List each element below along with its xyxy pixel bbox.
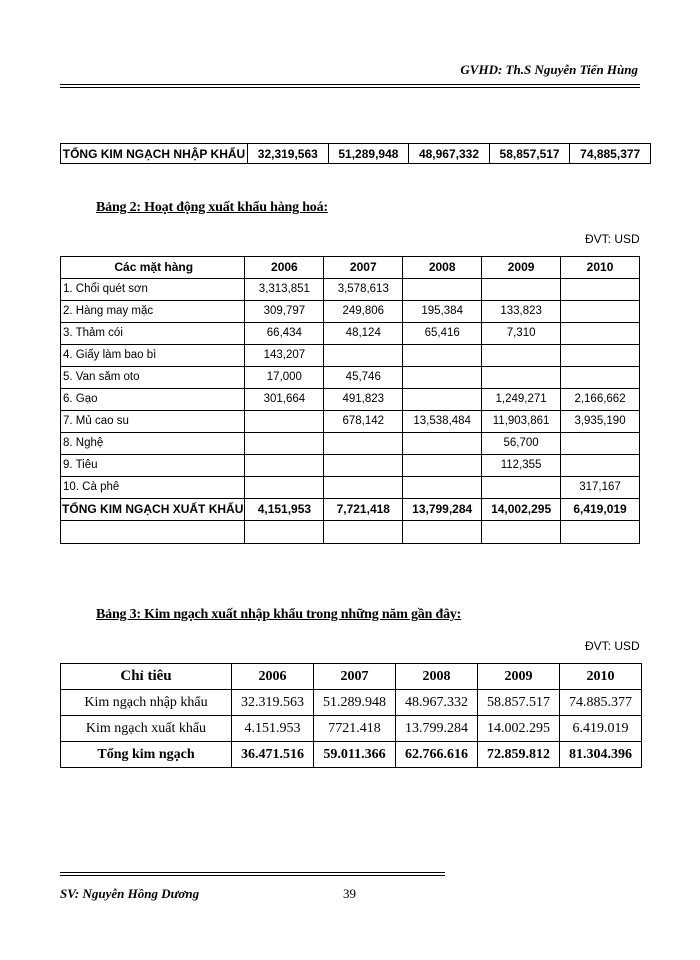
table-cell: 301,664 bbox=[245, 389, 324, 411]
table-cell: 143,207 bbox=[245, 345, 324, 367]
table-cell: Kim ngạch xuất khẩu bbox=[61, 716, 232, 742]
table-row bbox=[61, 455, 640, 477]
table-cell: 7,310 bbox=[482, 323, 561, 345]
table-row bbox=[61, 389, 640, 411]
table-row bbox=[61, 411, 640, 433]
header-rule-thin bbox=[60, 87, 640, 88]
table-cell bbox=[245, 455, 324, 477]
table-cell bbox=[482, 279, 561, 301]
table-cell: 3. Thảm cói bbox=[61, 323, 245, 345]
table-cell: 249,806 bbox=[324, 301, 403, 323]
table-cell: Kim ngạch nhập khẩu bbox=[61, 690, 232, 716]
table-cell: 14.002.295 bbox=[478, 716, 560, 742]
table-cell: 3,578,613 bbox=[324, 279, 403, 301]
table-cell: 10. Cà phê bbox=[61, 477, 245, 499]
footer-rule-thin bbox=[60, 875, 445, 876]
table-cell bbox=[61, 521, 245, 544]
table-cell: 7,721,418 bbox=[324, 499, 403, 521]
table-header-row bbox=[61, 257, 640, 279]
column-header: 2007 bbox=[324, 257, 403, 279]
table-cell bbox=[561, 455, 640, 477]
table-cell: 195,384 bbox=[403, 301, 482, 323]
table-cell: 112,355 bbox=[482, 455, 561, 477]
table-cell bbox=[245, 477, 324, 499]
table-cell: 9. Tiêu bbox=[61, 455, 245, 477]
header-rule bbox=[60, 84, 640, 85]
table-cell bbox=[403, 279, 482, 301]
table-cell bbox=[324, 455, 403, 477]
table-cell: 13,799,284 bbox=[403, 499, 482, 521]
export-goods-table bbox=[60, 256, 640, 544]
student-footer: SV: Nguyễn Hồng Dương bbox=[60, 886, 200, 901]
table-cell: 317,167 bbox=[561, 477, 640, 499]
table-cell: 6,419,019 bbox=[561, 499, 640, 521]
column-header: Các mặt hàng bbox=[61, 257, 245, 279]
table-cell bbox=[482, 521, 561, 544]
import-total-2006: 32,319,563 bbox=[248, 144, 329, 164]
table-cell: 59.011.366 bbox=[314, 742, 396, 768]
table-cell: 133,823 bbox=[482, 301, 561, 323]
table-cell: 7721.418 bbox=[314, 716, 396, 742]
table-cell: 72.859.812 bbox=[478, 742, 560, 768]
import-total-label: TỔNG KIM NGẠCH NHẬP KHẨU bbox=[61, 144, 248, 164]
trade-turnover-table bbox=[60, 663, 642, 768]
column-header: 2008 bbox=[403, 257, 482, 279]
table-cell bbox=[561, 323, 640, 345]
table-cell: 2. Hàng may mặc bbox=[61, 301, 245, 323]
table-cell bbox=[482, 367, 561, 389]
export-total-row bbox=[61, 499, 640, 521]
table-cell bbox=[482, 477, 561, 499]
table-cell: 13,538,484 bbox=[403, 411, 482, 433]
table-cell: 17,000 bbox=[245, 367, 324, 389]
column-header: 2009 bbox=[482, 257, 561, 279]
column-header: Chỉ tiêu bbox=[61, 664, 232, 690]
page-number: 39 bbox=[343, 886, 356, 901]
table-header-row bbox=[61, 664, 642, 690]
advisor-header: GVHD: Th.S Nguyễn Tiến Hùng bbox=[460, 62, 638, 77]
table-row bbox=[61, 477, 640, 499]
import-total-table bbox=[60, 143, 651, 164]
table-cell bbox=[245, 521, 324, 544]
table-cell: 62.766.616 bbox=[396, 742, 478, 768]
table-cell: 8. Nghệ bbox=[61, 433, 245, 455]
column-header: 2008 bbox=[396, 664, 478, 690]
table-row bbox=[61, 345, 640, 367]
column-header: 2010 bbox=[561, 257, 640, 279]
table-cell bbox=[324, 433, 403, 455]
column-header: 2006 bbox=[245, 257, 324, 279]
table-cell: 4. Giấy làm bao bì bbox=[61, 345, 245, 367]
table-cell: 14,002,295 bbox=[482, 499, 561, 521]
table-cell bbox=[324, 477, 403, 499]
table-cell: 3,313,851 bbox=[245, 279, 324, 301]
column-header: 2007 bbox=[314, 664, 396, 690]
footer-rule bbox=[60, 872, 445, 873]
table-cell: 56,700 bbox=[482, 433, 561, 455]
table-cell bbox=[561, 279, 640, 301]
table-cell bbox=[561, 345, 640, 367]
table-row bbox=[61, 716, 642, 742]
table-cell: 3,935,190 bbox=[561, 411, 640, 433]
table-cell: 51.289.948 bbox=[314, 690, 396, 716]
table-row bbox=[61, 279, 640, 301]
import-total-2007: 51,289,948 bbox=[328, 144, 409, 164]
table-cell bbox=[482, 345, 561, 367]
table-cell bbox=[403, 455, 482, 477]
table-cell: 6.419.019 bbox=[560, 716, 642, 742]
table2-unit: ĐVT: USD bbox=[585, 232, 640, 246]
column-header: 2009 bbox=[478, 664, 560, 690]
table-cell bbox=[403, 521, 482, 544]
table-cell bbox=[403, 367, 482, 389]
table-cell: 309,797 bbox=[245, 301, 324, 323]
table-cell: 11,903,861 bbox=[482, 411, 561, 433]
table-cell: TỔNG KIM NGẠCH XUẤT KHẨU bbox=[61, 499, 245, 521]
table-cell: 48.967.332 bbox=[396, 690, 478, 716]
table-cell: 74.885.377 bbox=[560, 690, 642, 716]
table-cell: 2,166,662 bbox=[561, 389, 640, 411]
table-row bbox=[61, 301, 640, 323]
import-total-2009: 58,857,517 bbox=[489, 144, 570, 164]
column-header: 2006 bbox=[232, 664, 314, 690]
import-total-row bbox=[61, 144, 651, 164]
table-cell bbox=[403, 389, 482, 411]
column-header: 2010 bbox=[560, 664, 642, 690]
table-cell bbox=[245, 411, 324, 433]
table-row bbox=[61, 323, 640, 345]
table-cell: 1,249,271 bbox=[482, 389, 561, 411]
table-cell: 32.319.563 bbox=[232, 690, 314, 716]
table-cell: 678,142 bbox=[324, 411, 403, 433]
table-cell: 36.471.516 bbox=[232, 742, 314, 768]
table-cell: 48,124 bbox=[324, 323, 403, 345]
table-cell bbox=[403, 345, 482, 367]
table-cell bbox=[245, 433, 324, 455]
table-row bbox=[61, 367, 640, 389]
table-cell: 7. Mủ cao su bbox=[61, 411, 245, 433]
import-total-2010: 74,885,377 bbox=[570, 144, 651, 164]
table-cell: 58.857.517 bbox=[478, 690, 560, 716]
table-cell bbox=[403, 433, 482, 455]
import-total-2008: 48,967,332 bbox=[409, 144, 490, 164]
table-cell bbox=[561, 521, 640, 544]
table-cell bbox=[561, 301, 640, 323]
table-cell: 45,746 bbox=[324, 367, 403, 389]
grand-total-row bbox=[61, 742, 642, 768]
table-cell: Tổng kim ngạch bbox=[61, 742, 232, 768]
table-cell bbox=[324, 521, 403, 544]
table-cell: 4.151.953 bbox=[232, 716, 314, 742]
table-cell bbox=[561, 367, 640, 389]
table3-caption: Bảng 3: Kim ngạch xuất nhập khẩu trong những năm gần đây: bbox=[96, 607, 462, 622]
table-cell: 1. Chổi quét sơn bbox=[61, 279, 245, 301]
table-cell: 5. Van săm oto bbox=[61, 367, 245, 389]
table-cell: 491,823 bbox=[324, 389, 403, 411]
table-cell: 6. Gạo bbox=[61, 389, 245, 411]
table3-unit: ĐVT: USD bbox=[585, 639, 640, 653]
blank-row bbox=[61, 521, 640, 544]
table-cell: 66,434 bbox=[245, 323, 324, 345]
table2-caption: Bảng 2: Hoạt động xuất khẩu hàng hoá: bbox=[96, 200, 328, 215]
table-cell: 81.304.396 bbox=[560, 742, 642, 768]
table-cell: 4,151,953 bbox=[245, 499, 324, 521]
table-cell bbox=[403, 477, 482, 499]
table-row bbox=[61, 433, 640, 455]
table-cell: 13.799.284 bbox=[396, 716, 478, 742]
table-row bbox=[61, 690, 642, 716]
table-cell bbox=[324, 345, 403, 367]
table-cell bbox=[561, 433, 640, 455]
table-cell: 65,416 bbox=[403, 323, 482, 345]
